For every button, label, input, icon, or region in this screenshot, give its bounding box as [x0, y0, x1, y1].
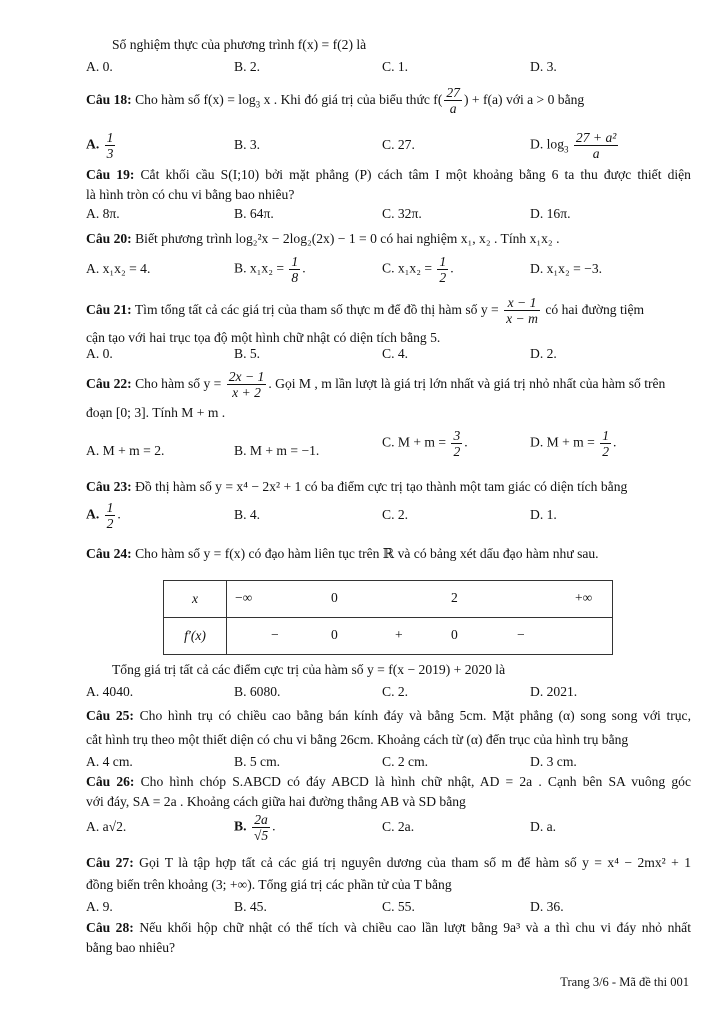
x-zero: 0: [331, 590, 338, 605]
q21-option-d: D. 2.: [530, 346, 557, 361]
q21-line2: cận tạo với hai trục tọa độ một hình chữ nhật có diện tích bằng 5.: [86, 330, 441, 345]
q25-line1: Câu 25: Cho hình trụ có chiều cao bằng bán kính đáy và bằng 5cm. Mặt phẳng (α) song song với trục,: [86, 708, 691, 723]
x-neg-infinity: −∞: [235, 590, 253, 605]
q27-options: [86, 898, 691, 918]
page-footer: Trang 3/6 - Mã đề thi 001: [560, 975, 689, 989]
q27-line2: đồng biến trên khoảng (3; +∞). Tổng giá trị các phần tử của T bằng: [86, 877, 452, 892]
q20-options: [86, 254, 691, 285]
q23-option-b: B. 4.: [234, 507, 261, 522]
q18-option-d: D. $\log_3$ $\frac{\text{27 + a²}}{a}$: [530, 130, 617, 161]
q22-options: [86, 428, 691, 459]
q18-option-c: C. 27.: [382, 137, 415, 152]
q17-option-d: D. 3.: [530, 59, 557, 74]
q17-options: [86, 58, 691, 78]
q20-option-a: A. x₁x₂ = 4.: [86, 261, 151, 276]
q27-label: Câu 27:: [86, 855, 134, 870]
q17-stem: Số nghiệm thực của phương trình f(x) = f(2) là: [112, 37, 367, 52]
q23-options: [86, 500, 691, 531]
q26-line2: với đáy, SA = 2a . Khoảng cách giữa hai đường thẳng AB và SD bằng: [86, 794, 466, 809]
q19-line2: là hình tròn có chu vi bằng bao nhiêu?: [86, 187, 295, 202]
q27-option-a: A. 9.: [86, 899, 113, 914]
sign-minus-2: −: [517, 627, 525, 642]
sign-table-x-header: x: [164, 581, 227, 618]
q24-label: Câu 24:: [86, 546, 132, 561]
q24-option-d: D. 2021.: [530, 684, 578, 699]
q21-option-a: A. 0.: [86, 346, 113, 361]
sign-table-row-x: [164, 581, 613, 618]
q19-option-b: B. 64π.: [234, 206, 274, 221]
q23-label: Câu 23:: [86, 479, 132, 494]
q17-option-c: C. 1.: [382, 59, 409, 74]
q24-question: Tổng giá trị tất cả các điểm cực trị của hàm số y = f(x − 2019) + 2020 là: [112, 662, 506, 677]
sign-zero-2: 0: [451, 627, 458, 642]
q25-line2: cắt hình trụ theo một thiết diện có chu vi bằng 26cm. Khoảng cách từ (α) đến trục của hình trụ bằng: [86, 732, 629, 747]
q26-option-a: A. a√2.: [86, 819, 127, 834]
q17-option-a: A. 0.: [86, 59, 113, 74]
q25-options: [86, 753, 691, 773]
q19-line1: Câu 19: Cắt khối cầu S(I;10) bởi mặt phẳng (P) cách tâm I một khoảng bằng 6 ta thu được thiết diện: [86, 167, 691, 182]
q19-option-c: C. 32π.: [382, 206, 422, 221]
q26-line1: Câu 26: Cho hình chóp S.ABCD có đáy ABCD là hình chữ nhật, AD = 2a . Cạnh bên SA vuông góc: [86, 774, 691, 789]
q24-options: [86, 683, 691, 703]
q22-option-c: C. M + m = $\frac{3}{2}$ .: [382, 428, 468, 459]
sign-table-row-fprime: [164, 618, 613, 655]
q23-option-a: A. $\frac{1}{2}$ .: [86, 500, 121, 531]
q25-option-a: A. 4 cm.: [86, 754, 133, 769]
q19-option-d: D. 16π.: [530, 206, 571, 221]
q20-stem: Câu 20: Biết phương trình log₂²x − 2log₂(2x) − 1 = 0 có hai nghiệm x₁, x₂ . Tính x₁x₂ .: [86, 231, 560, 246]
q28-line1: Câu 28: Nếu khối hộp chữ nhật có thể tích và chiều cao lần lượt bằng 9a³ và a thì chu vi đáy nhỏ nhất: [86, 920, 691, 935]
q20-option-b: B. x₁x₂ = $\frac{1}{8}$ .: [234, 254, 306, 285]
q18-option-a: A. $\frac{1}{3}$: [86, 130, 114, 161]
q24-option-a: A. 4040.: [86, 684, 134, 699]
x-pos-infinity: +∞: [575, 590, 593, 605]
q21-option-b: B. 5.: [234, 346, 261, 361]
q17-option-b: B. 2.: [234, 59, 261, 74]
sign-zero-1: 0: [331, 627, 338, 642]
q22-option-a: A. M + m = 2.: [86, 443, 165, 458]
q20-label: Câu 20:: [86, 231, 132, 246]
q25-option-c: C. 2 cm.: [382, 754, 429, 769]
q24-option-b: B. 6080.: [234, 684, 281, 699]
q23-option-d: D. 1.: [530, 507, 557, 522]
q20-option-d: D. x₁x₂ = −3.: [530, 261, 603, 276]
q22-label: Câu 22:: [86, 376, 132, 391]
q26-option-b: B. $\frac{2a}{√5}$ .: [234, 812, 276, 843]
q18-label: Câu 18:: [86, 92, 132, 107]
q21-stem: Câu 21: Tìm tổng tất cả các giá trị của tham số thực m để đồ thị hàm số y = $\frac{x - 1}{x - m}$ có hai đường tiệm: [86, 295, 645, 327]
q22-option-b: B. M + m = −1.: [234, 443, 320, 458]
q21-fraction: $\frac{x - 1}{x - m}$: [506, 295, 538, 327]
sign-table: [163, 580, 613, 655]
q21-options: [86, 345, 691, 365]
q19-label: Câu 19:: [86, 167, 135, 182]
q27-option-c: C. 55.: [382, 899, 415, 914]
q23-option-c: C. 2.: [382, 507, 409, 522]
q27-line1: Câu 27: Gọi T là tập hợp tất cả các giá trị nguyên dương của tham số m để hàm số y = x⁴ − 2mx² + 1: [86, 855, 692, 870]
x-two: 2: [451, 590, 458, 605]
sign-table-fprime-header: f′(x): [164, 618, 227, 655]
q18-option-b: B. 3.: [234, 137, 261, 152]
q20-option-c: C. x₁x₂ = $\frac{1}{2}$ .: [382, 254, 454, 285]
q28-line2: bằng bao nhiêu?: [86, 940, 176, 955]
q25-label: Câu 25:: [86, 708, 134, 723]
q27-option-b: B. 45.: [234, 899, 267, 914]
q18-fraction: $\frac{27}{a}$: [446, 85, 460, 117]
q18-options: [86, 130, 691, 161]
q22-line2: đoạn [0; 3]. Tính M + m .: [86, 405, 226, 420]
q23-stem: Câu 23: Đồ thị hàm số y = x⁴ − 2x² + 1 có ba điểm cực trị tạo thành một tam giác có diện tích bằng: [86, 479, 628, 494]
q25-option-b: B. 5 cm.: [234, 754, 281, 769]
q22-stem: Câu 22: Cho hàm số y = $\frac{2x - 1}{x + 2}$ . Gọi M , m lần lượt là giá trị lớn nhất và giá trị nhỏ nhất của hàm số trên: [86, 369, 666, 401]
q26-label: Câu 26:: [86, 774, 135, 789]
q18-stem: Câu 18: Cho hàm số $f(x) = \log_3 x$ . Khi đó giá trị của biểu thức f( $\frac{27}{a}$ ) + f(a) với a > 0 bằng: [86, 85, 585, 117]
q24-option-c: C. 2.: [382, 684, 409, 699]
q26-option-d: D. a.: [530, 819, 557, 834]
sign-plus: +: [395, 627, 403, 642]
q21-option-c: C. 4.: [382, 346, 409, 361]
q24-stem: Câu 24: Cho hàm số y = f(x) có đạo hàm liên tục trên ℝ và có bảng xét dấu đạo hàm như sau.: [86, 546, 599, 561]
q22-option-d: D. M + m = $\frac{1}{2}$ .: [530, 428, 617, 459]
q27-option-d: D. 36.: [530, 899, 564, 914]
sign-minus-1: −: [271, 627, 279, 642]
q22-fraction: $\frac{2x - 1}{x + 2}$: [228, 369, 265, 401]
q19-option-a: A. 8π.: [86, 206, 120, 221]
q25-option-d: D. 3 cm.: [530, 754, 577, 769]
q26-options: [86, 812, 691, 843]
q26-option-c: C. 2a.: [382, 819, 415, 834]
q19-options: [86, 205, 691, 225]
q28-label: Câu 28:: [86, 920, 134, 935]
q21-label: Câu 21:: [86, 302, 132, 317]
